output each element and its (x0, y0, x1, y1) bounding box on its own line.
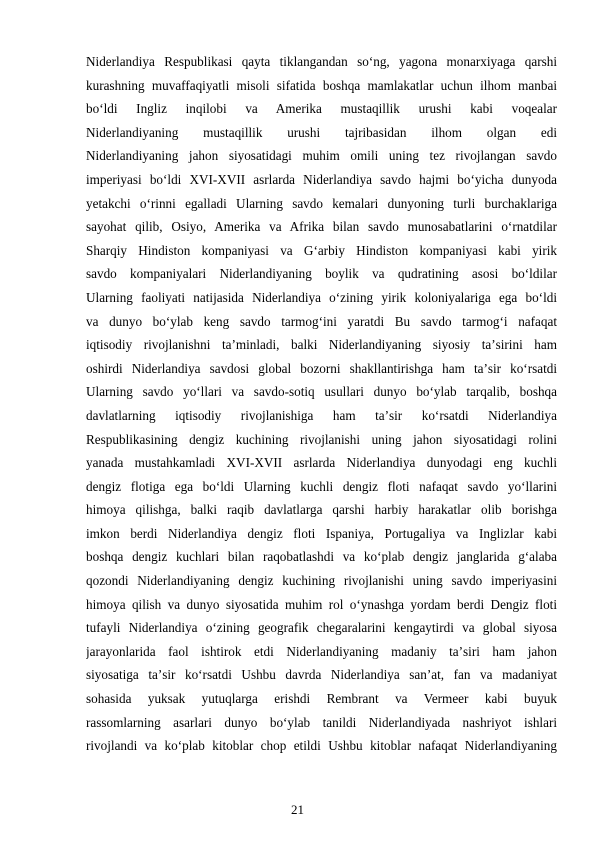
text-line: jarayonlarida faol ishtirok etdi Niderlandiyaning madaniy taʼsiri ham jahon (86, 643, 557, 659)
text-line: va dunyo boʻylab keng savdo tarmogʻini yaratdi Bu savdo tarmogʻi nafaqat (86, 313, 557, 329)
text-line: tufayli Niderlandiya oʻzining geografik chegaralarini kengaytirdi va global siyosa (86, 620, 557, 636)
text-line: Ularning savdo yoʻllari va savdo-sotiq usullari dunyo boʻylab tarqalib, boshqa (86, 384, 557, 400)
text-line: rivojlandi va koʻplab kitoblar chop etildi Ushbu kitoblar nafaqat Niderlandiyaning (86, 738, 557, 754)
text-line: himoya qilish va dunyo siyosatida muhim rol oʻynashga yordam berdi Dengiz floti (86, 596, 557, 612)
text-line: yetakchi oʻrinni egalladi Ularning savdo kemalari dunyoning turli burchaklariga (86, 195, 557, 211)
text-line: kurashning muvaffaqiyatli misoli sifatida boshqa mamlakatlar uchun ilhom manbai (86, 77, 557, 93)
text-line: imkon berdi Niderlandiya dengiz floti Ispaniya, Portugaliya va Inglizlar kabi (86, 525, 557, 541)
text-line: sayohat qilib, Osiyo, Amerika va Afrika bilan savdo munosabatlarini oʻrnatdilar (86, 219, 557, 235)
text-line: sohasida yuksak yutuqlarga erishdi Rembrant va Vermeer kabi buyuk (86, 691, 557, 707)
text-line: Niderlandiya Respublikasi qayta tiklangandan soʻng, yagona monarxiyaga qarshi (86, 54, 557, 69)
document-page (86, 50, 557, 842)
page-number: 21 (291, 802, 304, 817)
text-line: imperiyasi boʻldi XVI-XVII asrlarda Niderlandiya savdo hajmi boʻyicha dunyoda (86, 171, 557, 187)
text-line: Niderlandiyaning jahon siyosatidagi muhim omili uning tez rivojlangan savdo (86, 148, 557, 164)
text-line: boʻldi Ingliz inqilobi va Amerika mustaqillik urushi kabi voqealar (86, 101, 557, 117)
text-line: Respublikasining dengiz kuchining rivojlanishi uning jahon siyosatidagi rolini (86, 431, 557, 447)
text-line: iqtisodiy rivojlanishni taʼminladi, balki Niderlandiyaning siyosiy taʼsirini ham (86, 337, 557, 353)
text-line: himoya qilishga, balki raqib davlatlarga qarshi harbiy harakatlar olib borishga (86, 502, 557, 518)
text-line: siyosatiga taʼsir koʻrsatdi Ushbu davrda Niderlandiya sanʼat, fan va madaniyat (86, 667, 557, 683)
text-line: dengiz flotiga ega boʻldi Ularning kuchli dengiz floti nafaqat savdo yoʻllarini (86, 478, 557, 494)
text-line: Niderlandiyaning mustaqillik urushi tajribasidan ilhom olgan edi (86, 124, 557, 140)
text-line: savdo kompaniyalari Niderlandiyaning boylik va qudratining asosi boʻldilar (86, 266, 557, 282)
text-line: boshqa dengiz kuchlari bilan raqobatlashdi va koʻplab dengiz janglarida gʻalaba (86, 549, 557, 565)
text-line: qozondi Niderlandiyaning dengiz kuchining rivojlanishi uning savdo imperiyasini (86, 573, 557, 589)
text-line: yanada mustahkamladi XVI-XVII asrlarda Niderlandiya dunyodagi eng kuchli (86, 455, 557, 471)
text-line: oshirdi Niderlandiya savdosi global bozorni shakllantirishga ham taʼsir koʻrsatdi (86, 360, 557, 376)
text-line: rassomlarning asarlari dunyo boʻylab tanildi Niderlandiyada nashriyot ishlari (86, 714, 557, 730)
text-line: Ularning faoliyati natijasida Niderlandiya oʻzining yirik koloniyalariga ega boʻldi (86, 289, 557, 305)
text-line: davlatlarning iqtisodiy rivojlanishiga ham taʼsir koʻrsatdi Niderlandiya (86, 407, 557, 423)
text-line: Sharqiy Hindiston kompaniyasi va Gʻarbiy Hindiston kompaniyasi kabi yirik (86, 242, 557, 258)
